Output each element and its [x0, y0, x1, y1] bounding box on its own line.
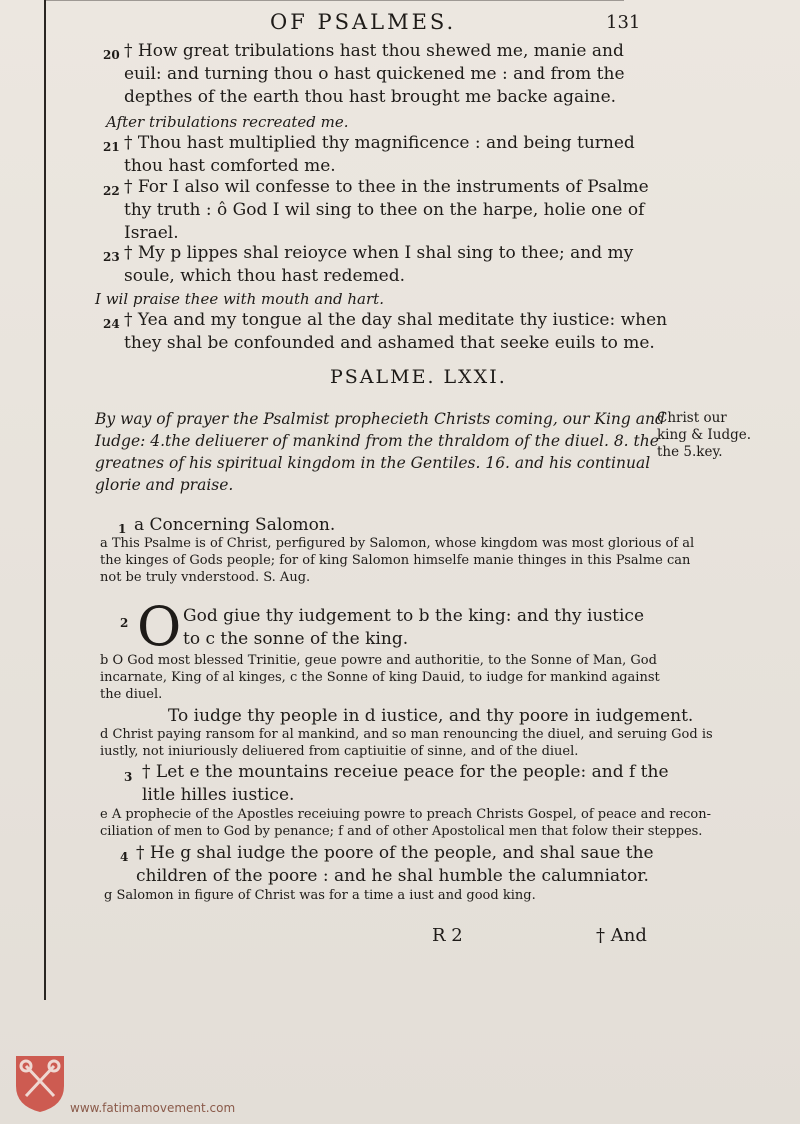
footnote-line: e A prophecie of the Apostles receiuing powre to preach Christs Gospel, of peace and recon- [100, 807, 712, 822]
verse-line: thy truth : ô God I wil sing to thee on the harpe, holie one of [124, 200, 645, 220]
verse-number: 4 [120, 850, 129, 864]
page-number: 131 [606, 12, 641, 33]
summary-line: glorie and praise. [95, 476, 234, 494]
footnote-line: iustly, not iniuriously deliuered from captiuitie of sinne, and of the diuel. [100, 744, 579, 759]
footnote-line: b O God most blessed Trinitie, geue powre and authoritie, to the Sonne of Man, God [100, 653, 657, 668]
verse-line: thou hast comforted me. [124, 156, 336, 176]
verse-line: a Concerning Salomon. [134, 515, 336, 535]
verse-number: 2 [120, 616, 129, 630]
sidenote-line: the 5.key. [657, 444, 723, 460]
verse-line: they shal be confounded and ashamed that seeke euils to me. [124, 333, 655, 353]
footnote-line: the diuel. [100, 687, 163, 702]
verse-line: children of the poore : and he shal humble the calumniator. [136, 866, 649, 886]
footnote-line: d Christ paying ransom for al mankind, and so man renouncing the diuel, and seruing God is [100, 727, 713, 742]
summary-line: greatnes of his spiritual kingdom in the Gentiles. 16. and his continual [95, 454, 651, 472]
verse-line: † My p lippes shal reioyce when I shal sing to thee; and my [124, 243, 634, 263]
verse-line: † For I also wil confesse to thee in the instruments of Psalme [124, 177, 649, 197]
catchword: † And [596, 925, 647, 946]
sidenote-line: king & Iudge. [657, 427, 752, 443]
verse-line: litle hilles iustice. [142, 785, 295, 805]
margin-rule [44, 0, 46, 1000]
verse-line: † How great tribulations hast thou shewed me, manie and [124, 41, 624, 61]
drop-cap: O [137, 595, 182, 658]
footnote-line: a This Psalme is of Christ, perfigured by Salomon, whose kingdom was most glorious of al [100, 536, 695, 551]
footnote-line: the kinges of Gods people; for of king Salomon himselfe manie thinges in this Psalme can [100, 553, 691, 568]
note-o: After tribulations recreated me. [106, 113, 349, 131]
top-rule [44, 0, 624, 1]
summary-line: Iudge: 4.the deliuerer of mankind from the thraldom of the diuel. 8. the [95, 432, 659, 450]
verse-number: 22 [103, 184, 120, 198]
signature-mark: R 2 [432, 925, 463, 946]
keys-shield-icon [12, 1052, 68, 1114]
note-p: I wil praise thee with mouth and hart. [95, 290, 384, 308]
verse-line: † Let e the mountains receiue peace for the people: and f the [142, 762, 669, 782]
summary-line: By way of prayer the Psalmist prophecieth Christs coming, our King and [95, 410, 665, 428]
verse-line: euil: and turning thou o hast quickened me : and from the [124, 64, 625, 84]
verse-number: 1 [118, 522, 127, 536]
verse-number: 20 [103, 48, 120, 62]
verse-line: † Yea and my tongue al the day shal meditate thy iustice: when [124, 310, 668, 330]
verse-line: God giue thy iudgement to b the king: and thy iustice [183, 606, 645, 626]
verse-number: 21 [103, 140, 120, 154]
verse-line: † Thou hast multiplied thy magnificence : and being turned [124, 133, 635, 153]
footnote-line: incarnate, King of al kinges, c the Sonne of king Dauid, to iudge for mankind against [100, 670, 660, 685]
psalm-heading: PSALME. LXXI. [330, 366, 507, 388]
verse-number: 24 [103, 317, 120, 331]
watermark-url: www.fatimamovement.com [70, 1101, 236, 1115]
verse-line: depthes of the earth thou hast brought me backe againe. [124, 87, 617, 107]
footnote-line: not be truly vnderstood. S. Aug. [100, 570, 311, 585]
verse-line: soule, which thou hast redemed. [124, 266, 406, 286]
verse-line: to c the sonne of the king. [183, 629, 409, 649]
verse-number: 3 [124, 770, 133, 784]
verse-line: † He g shal iudge the poore of the people, and shal saue the [136, 843, 654, 863]
footnote-line: ciliation of men to God by penance; f and of other Apostolical men that folow their steppes. [100, 824, 703, 839]
footnote-line: g Salomon in figure of Christ was for a time a iust and good king. [104, 888, 536, 903]
running-title: OF PSALMES. [270, 10, 457, 34]
verse-number: 23 [103, 250, 120, 264]
verse-line: To iudge thy people in d iustice, and thy poore in iudgement. [168, 706, 694, 726]
verse-line: Israel. [124, 223, 179, 243]
sidenote-line: Christ our [657, 410, 727, 426]
